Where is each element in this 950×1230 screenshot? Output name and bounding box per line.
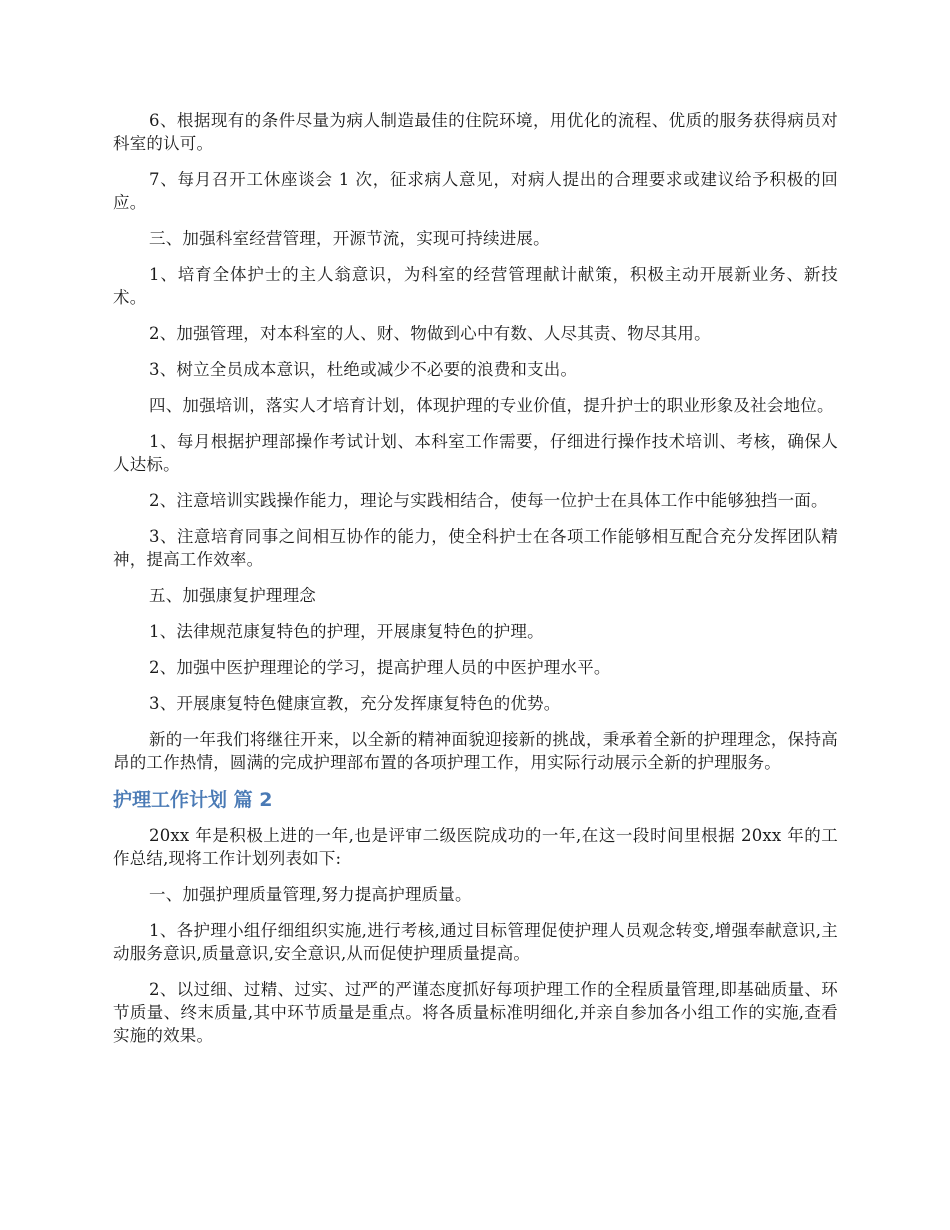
paragraph: 3、注意培育同事之间相互协作的能力，使全科护士在各项工作能够相互配合充分发挥团队精神，提高工作效率。 [113,527,838,569]
paragraph: 6、根据现有的条件尽量为病人制造最佳的住院环境，用优化的流程、优质的服务获得病员对科室的认可。 [113,111,838,153]
section-heading: 护理工作计划 篇 2 [113,789,273,811]
paragraph: 3、树立全员成本意识，杜绝或减少不必要的浪费和支出。 [149,360,578,379]
paragraph: 20xx 年是积极上进的一年,也是评审二级医院成功的一年,在这一段时间里根据 20xx 年的工作总结,现将工作计划列表如下: [113,826,838,868]
paragraph: 四、加强培训，落实人才培育计划，体现护理的专业价值，提升护士的职业形象及社会地位。 [149,396,834,415]
document-page [113,109,838,1060]
paragraph: 7、每月召开工休座谈会 1 次，征求病人意见，对病人提出的合理要求或建议给予积极的回应。 [113,170,838,212]
paragraph: 2、加强管理，对本科室的人、财、物做到心中有数、人尽其责、物尽其用。 [149,324,711,343]
paragraph: 1、每月根据护理部操作考试计划、本科室工作需要，仔细进行操作技术培训、考核，确保人人达标。 [113,432,838,474]
paragraph: 三、加强科室经营管理，开源节流，实现可持续进展。 [149,229,550,248]
paragraph: 新的一年我们将继往开来，以全新的精神面貌迎接新的挑战，秉承着全新的护理理念，保持高昂的工作热情，圆满的完成护理部布置的各项护理工作，用实际行动展示全新的护理服务。 [113,730,838,772]
paragraph: 1、各护理小组仔细组织实施,进行考核,通过目标管理促使护理人员观念转变,增强奉献意识,主动服务意识,质量意识,安全意识,从而促使护理质量提高。 [113,921,838,963]
paragraph: 3、开展康复特色健康宣教，充分发挥康复特色的优势。 [149,694,561,713]
paragraph: 五、加强康复护理理念 [149,586,316,605]
paragraph: 1、培育全体护士的主人翁意识，为科室的经营管理献计献策，积极主动开展新业务、新技术。 [113,265,838,307]
paragraph: 2、加强中医护理理论的学习，提高护理人员的中医护理水平。 [149,658,611,677]
paragraph: 2、注意培训实践操作能力，理论与实践相结合，使每一位护士在具体工作中能够独挡一面。 [149,491,828,510]
paragraph: 2、以过细、过精、过实、过严的严谨态度抓好每项护理工作的全程质量管理,即基础质量、环节质量、终末质量,其中环节质量是重点。将各质量标准明细化,并亲自参加各小组工作的实施,查看实施的效果。 [113,980,838,1045]
paragraph: 一、加强护理质量管理,努力提高护理质量。 [149,885,472,904]
paragraph: 1、法律规范康复特色的护理，开展康复特色的护理。 [149,622,544,641]
